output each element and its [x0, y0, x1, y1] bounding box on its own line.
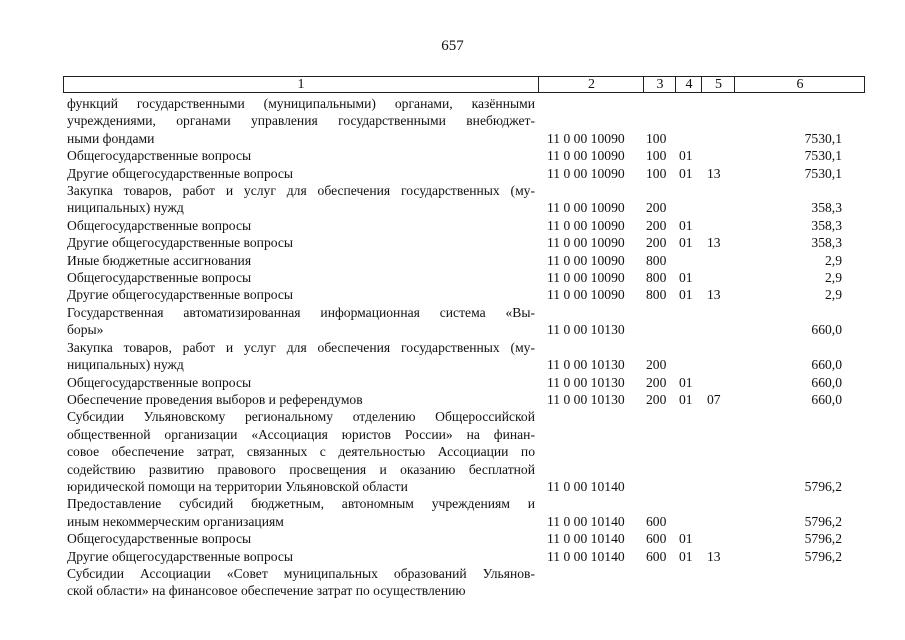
row-code: 11 0 00 10090	[547, 287, 625, 303]
row-code: 11 0 00 10140	[547, 513, 625, 529]
description-line: боры»	[67, 322, 104, 338]
row-section: 01	[679, 531, 693, 547]
row-expense-type: 800	[646, 252, 667, 268]
row-amount: 5796,2	[804, 531, 842, 547]
row-description	[67, 286, 535, 303]
table-row	[0, 391, 905, 408]
description-line: содействию развитию правового просвещения и оказанию бесплатной	[67, 461, 535, 477]
table-row	[0, 495, 905, 530]
table-row	[0, 339, 905, 374]
description-line: ской области» на финансовое обеспечение затрат по осуществлению	[67, 583, 466, 599]
row-section: 01	[679, 287, 693, 303]
row-section: 01	[679, 148, 693, 164]
row-description	[67, 252, 535, 269]
row-description	[67, 304, 535, 339]
row-amount: 358,3	[811, 217, 842, 233]
description-line: Иные бюджетные ассигнования	[67, 252, 252, 268]
row-expense-type: 200	[646, 217, 667, 233]
header-col-1: 1	[297, 77, 305, 92]
row-subsection: 07	[707, 391, 721, 407]
row-code: 11 0 00 10130	[547, 391, 625, 407]
row-description	[67, 565, 535, 600]
row-code: 11 0 00 10140	[547, 531, 625, 547]
row-description	[67, 182, 535, 217]
row-expense-type: 200	[646, 357, 667, 373]
table-header	[63, 76, 865, 93]
table-row	[0, 304, 905, 339]
row-code: 11 0 00 10130	[547, 322, 625, 338]
table-row	[0, 217, 905, 234]
row-amount: 660,0	[811, 374, 842, 390]
row-expense-type: 100	[646, 130, 667, 146]
header-col-2: 2	[538, 77, 644, 92]
table-row	[0, 165, 905, 182]
description-line: ниципальных) нужд	[67, 357, 184, 373]
row-subsection: 13	[707, 165, 721, 181]
row-section: 01	[679, 391, 693, 407]
row-expense-type: 800	[646, 270, 667, 286]
row-code: 11 0 00 10130	[547, 374, 625, 390]
row-section: 01	[679, 374, 693, 390]
table-row	[0, 182, 905, 217]
row-code: 11 0 00 10140	[547, 478, 625, 494]
row-code: 11 0 00 10140	[547, 548, 625, 564]
row-amount: 660,0	[811, 391, 842, 407]
row-amount: 660,0	[811, 357, 842, 373]
description-line: Другие общегосударственные вопросы	[67, 548, 294, 564]
row-code: 11 0 00 10090	[547, 270, 625, 286]
table-row	[0, 286, 905, 303]
row-description	[67, 408, 535, 495]
row-expense-type: 200	[646, 200, 667, 216]
table-row	[0, 548, 905, 565]
row-amount: 660,0	[811, 322, 842, 338]
row-description	[67, 95, 535, 147]
row-amount: 5796,2	[804, 548, 842, 564]
description-line: Общегосударственные вопросы	[67, 217, 252, 233]
table-row	[0, 374, 905, 391]
row-description	[67, 374, 535, 391]
table-row	[0, 408, 905, 495]
row-amount: 7530,1	[804, 148, 842, 164]
description-line: Общегосударственные вопросы	[67, 148, 252, 164]
table-row	[0, 234, 905, 251]
row-amount: 5796,2	[804, 478, 842, 494]
row-section: 01	[679, 548, 693, 564]
row-expense-type: 600	[646, 531, 667, 547]
table-row	[0, 269, 905, 286]
page-number: 657	[441, 38, 464, 54]
description-line: Общегосударственные вопросы	[67, 270, 252, 286]
row-expense-type: 200	[646, 235, 667, 251]
table-row	[0, 95, 905, 147]
description-line: Предоставление субсидий бюджетным, автономным учреждениям и	[67, 496, 535, 512]
header-col-3: 3	[643, 77, 676, 92]
row-amount: 358,3	[811, 235, 842, 251]
row-amount: 2,9	[825, 270, 842, 286]
row-code: 11 0 00 10090	[547, 130, 625, 146]
description-line: общественной организации «Ассоциация юристов России» на финан-	[67, 426, 535, 442]
table-row	[0, 147, 905, 164]
row-description	[67, 548, 535, 565]
description-line: Другие общегосударственные вопросы	[67, 165, 294, 181]
description-line: Общегосударственные вопросы	[67, 374, 252, 390]
row-description	[67, 165, 535, 182]
description-line: Другие общегосударственные вопросы	[67, 235, 294, 251]
row-amount: 7530,1	[804, 130, 842, 146]
row-description	[67, 495, 535, 530]
table-row	[0, 252, 905, 269]
row-code: 11 0 00 10090	[547, 217, 625, 233]
description-line: иным некоммерческим организациям	[67, 513, 284, 529]
row-description	[67, 147, 535, 164]
row-description	[67, 217, 535, 234]
row-subsection: 13	[707, 548, 721, 564]
description-line: Закупка товаров, работ и услуг для обеспечения государственных (му-	[67, 339, 535, 355]
row-expense-type: 200	[646, 374, 667, 390]
row-code: 11 0 00 10090	[547, 200, 625, 216]
description-line: учреждениями, органами управления государственными внебюджет-	[67, 113, 535, 129]
row-amount: 2,9	[825, 252, 842, 268]
row-expense-type: 100	[646, 148, 667, 164]
description-line: ными фондами	[67, 130, 155, 146]
row-amount: 5796,2	[804, 513, 842, 529]
table-row	[0, 565, 905, 600]
row-description	[67, 530, 535, 547]
description-line: Закупка товаров, работ и услуг для обеспечения государственных (му-	[67, 183, 535, 199]
description-line: функций государственными (муниципальными) органами, казёнными	[67, 96, 535, 111]
row-subsection: 13	[707, 235, 721, 251]
row-section: 01	[679, 217, 693, 233]
row-expense-type: 600	[646, 513, 667, 529]
row-code: 11 0 00 10130	[547, 357, 625, 373]
description-line: Субсидии Ульяновскому региональному отделению Общероссийской	[67, 409, 535, 425]
row-description	[67, 339, 535, 374]
row-section: 01	[679, 235, 693, 251]
description-line: юридической помощи на территории Ульяновской области	[67, 478, 408, 494]
row-expense-type: 600	[646, 548, 667, 564]
description-line: Общегосударственные вопросы	[67, 531, 252, 547]
description-line: Другие общегосударственные вопросы	[67, 287, 294, 303]
header-col-5: 5	[701, 77, 735, 92]
row-amount: 7530,1	[804, 165, 842, 181]
description-line: ниципальных) нужд	[67, 200, 184, 216]
row-code: 11 0 00 10090	[547, 252, 625, 268]
row-section: 01	[679, 165, 693, 181]
row-description	[67, 391, 535, 408]
table-body	[0, 95, 905, 600]
row-code: 11 0 00 10090	[547, 165, 625, 181]
row-section: 01	[679, 270, 693, 286]
description-line: Обеспечение проведения выборов и референдумов	[67, 391, 363, 407]
row-expense-type: 100	[646, 165, 667, 181]
row-code: 11 0 00 10090	[547, 148, 625, 164]
header-col-4: 4	[675, 77, 702, 92]
description-line: Субсидии Ассоциации «Совет муниципальных образований Ульянов-	[67, 565, 535, 581]
row-amount: 2,9	[825, 287, 842, 303]
row-description	[67, 234, 535, 251]
row-amount: 358,3	[811, 200, 842, 216]
row-code: 11 0 00 10090	[547, 235, 625, 251]
header-col-6: 6	[734, 77, 865, 92]
row-expense-type: 200	[646, 391, 667, 407]
table-row	[0, 530, 905, 547]
row-expense-type: 800	[646, 287, 667, 303]
description-line: Государственная автоматизированная информационная система «Вы-	[67, 304, 535, 320]
row-description	[67, 269, 535, 286]
description-line: совое обеспечение затрат, связанных с деятельностью Ассоциации по	[67, 444, 535, 460]
row-subsection: 13	[707, 287, 721, 303]
